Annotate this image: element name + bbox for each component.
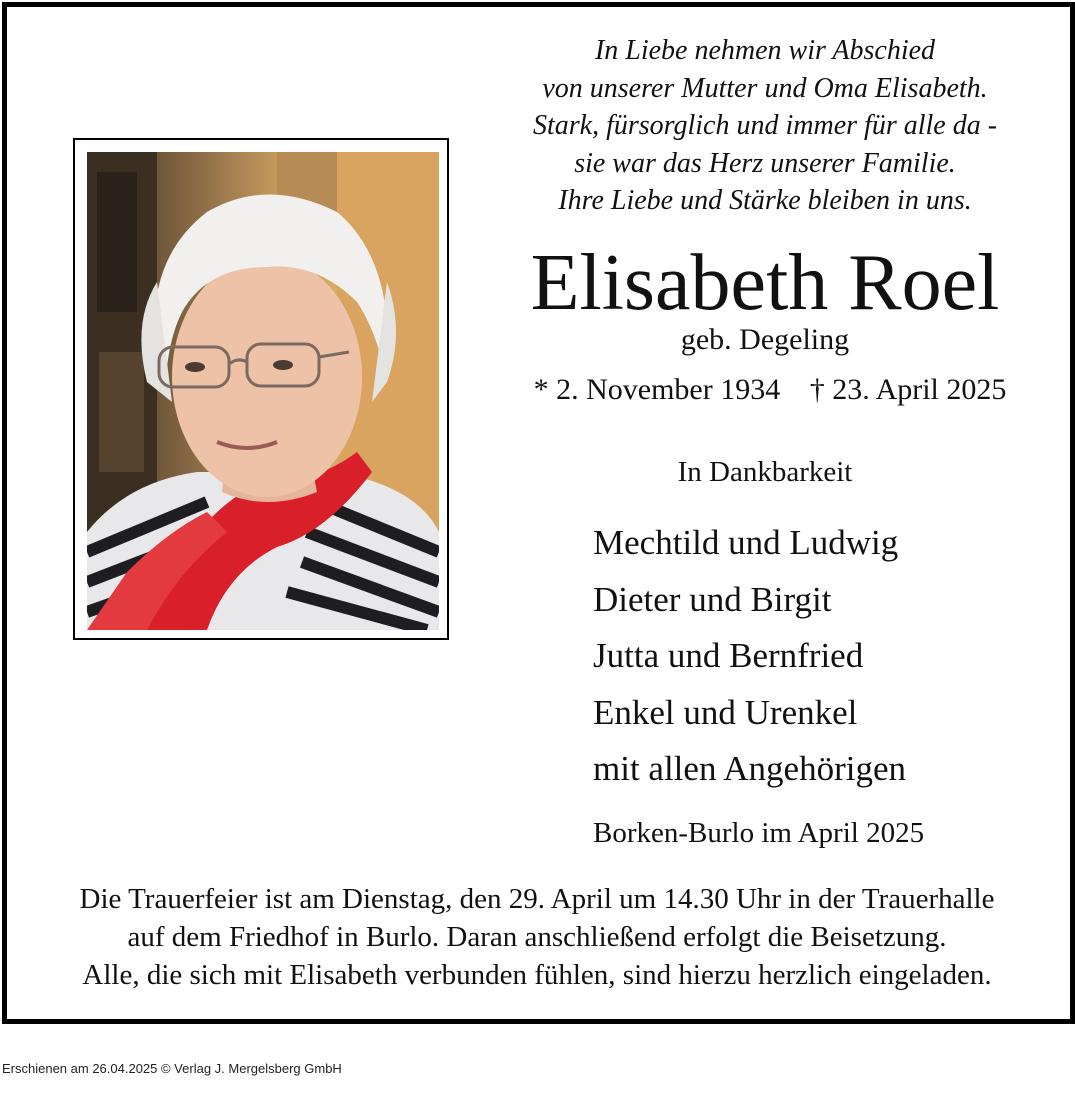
memorial-verse xyxy=(480,32,1050,220)
ceremony-line: auf dem Friedhof in Burlo. Daran anschließend erfolgt die Beisetzung. xyxy=(127,921,947,953)
publication-footer: Erschienen am 26.04.2025 © Verlag J. Mergelsberg GmbH xyxy=(2,1061,342,1076)
family-member: Jutta und Bernfried xyxy=(593,636,864,675)
life-dates xyxy=(490,372,1050,408)
verse-line: Ihre Liebe und Stärke bleiben in uns. xyxy=(558,185,972,216)
ceremony-notice xyxy=(12,880,1062,994)
verse-line: Stark, fürsorglich und immer für alle da - xyxy=(532,110,998,141)
portrait-photo xyxy=(87,152,439,630)
death-date: † 23. April 2025 xyxy=(809,373,1007,406)
verse-line: sie war das Herz unserer Familie. xyxy=(574,147,956,179)
birth-date: * 2. November 1934 xyxy=(533,373,781,406)
deceased-name: Elisabeth Roel xyxy=(530,239,1000,327)
verse-line: In Liebe nehmen wir Abschied xyxy=(594,35,936,66)
family-member: mit allen Angehörigen xyxy=(593,749,906,788)
portrait-frame xyxy=(73,138,449,640)
birth-name: geb. Degeling xyxy=(680,323,850,356)
family-member: Enkel und Urenkel xyxy=(593,692,858,732)
thanks-heading: In Dankbarkeit xyxy=(677,456,853,488)
ceremony-line: Die Trauerfeier ist am Dienstag, den 29. April um 14.30 Uhr in der Trauerhalle xyxy=(79,883,995,915)
verse-line: von unserer Mutter und Oma Elisabeth. xyxy=(542,72,988,104)
place-date: Borken-Burlo im April 2025 xyxy=(593,817,925,849)
ceremony-line: Alle, die sich mit Elisabeth verbunden fühlen, sind hierzu herzlich eingeladen. xyxy=(82,959,992,991)
family-member: Mechtild und Ludwig xyxy=(593,523,899,562)
family-member: Dieter und Birgit xyxy=(593,579,832,619)
family-list xyxy=(593,515,906,798)
